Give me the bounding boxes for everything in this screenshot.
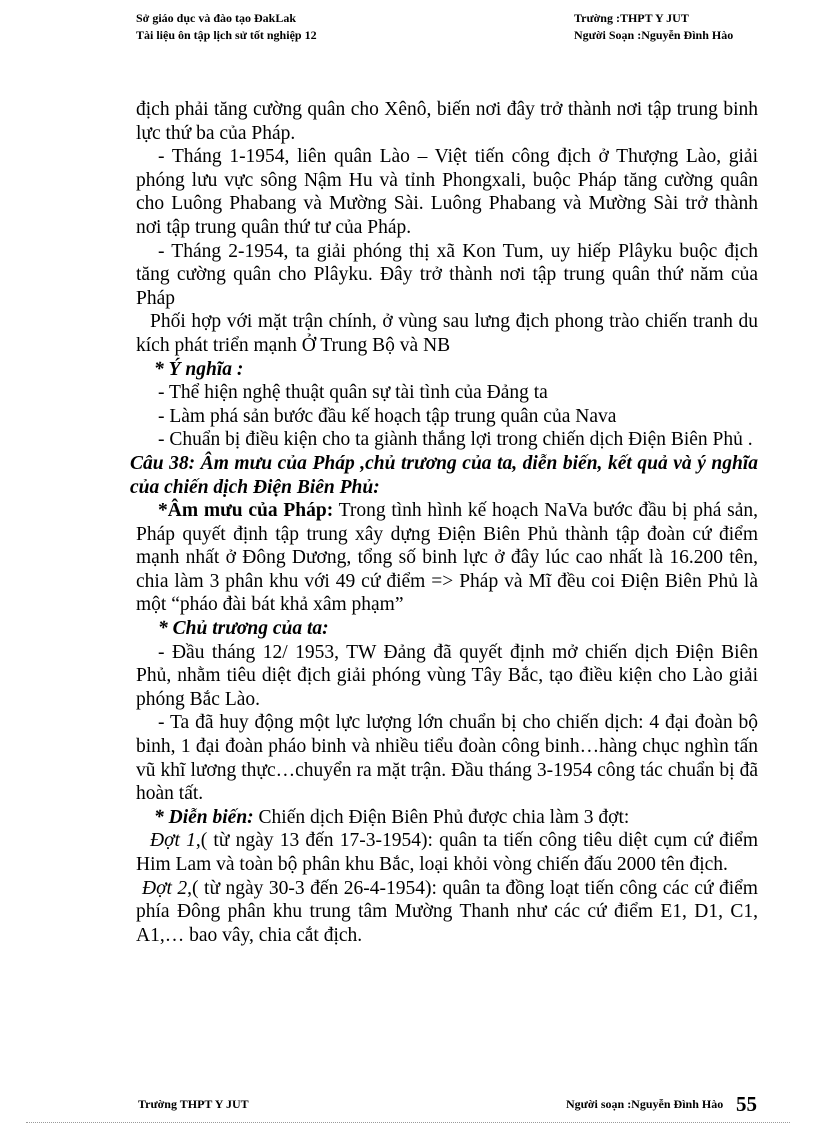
paragraph: - Ta đã huy động một lực lượng lớn chuẩn bị cho chiến dịch: 4 đại đoàn bộ binh, 1 đại đoàn pháo binh và nhiều tiểu đoàn công binh…hàng chục nghìn tấn vũ khĩ lương thực…chuyển ra mặt trận. Đầu tháng 3-1954 công tác chuẩn bị đã hoàn tất. [136,712,758,805]
header-right [574,10,733,44]
paragraph-dien-bien [136,806,758,830]
header-left [136,10,317,44]
paragraph: - Đầu tháng 12/ 1953, TW Đảng đã quyết định mở chiến dịch Điện Biên Phủ, nhằm tiêu diệt địch giải phóng vùng Tây Bắc, tạo điều kiện cho Lào giải phóng Bắc Lào. [136,641,758,710]
paragraph: - Tháng 2-1954, ta giải phóng thị xã Kon Tum, uy hiếp Plâyku buộc địch tăng cường quân cho Plâyku. Đây trở thành nơi tập trung quân thứ năm của Pháp [136,240,758,309]
list-item: - Chuẩn bị điều kiện cho ta giành thắng lợi trong chiến dịch Điện Biên Phủ . [158,429,753,451]
paragraph-am-muu [136,499,758,617]
header-department: Sở giáo dục và đào tạo ĐakLak [136,11,297,25]
dot1-text: ,( từ ngày 13 đến 17-3-1954): quân ta tiến công tiêu diệt cụm cứ điểm Him Lam và toàn bộ phân khu Bắc, loại khỏi vòng chiến đấu 2000 tên địch. [136,830,758,875]
body-text [130,98,758,947]
footer-author: Người soạn :Nguyễn Đình Hào [566,1097,724,1111]
am-muu-text: Trong tình hình kế hoạch NaVa bước đầu bị phá sản, Pháp quyết định tập trung xây dựng Điện Biên Phủ thành tập đoàn cứ điểm mạnh nhất ở Đông Dương, tổng số binh lực ở đây lúc cao nhất là 16.200 tên, chia làm 3 phân khu với 49 cứ điểm => Pháp và Mĩ đều coi Điện Biên Phủ là một “pháo đài bát khả xâm phạm” [136,500,758,616]
dot1-label: Đợt 1 [150,830,196,852]
list-item: - Thể hiện nghệ thuật quân sự tài tình của Đảng ta [158,382,548,404]
dien-bien-text: Chiến dịch Điện Biên Phủ được chia làm 3 đợt: [253,806,630,828]
paragraph-dot-1 [136,829,758,876]
paragraph: Phối hợp với mặt trận chính, ở vùng sau lưng địch phong trào chiến tranh du kích phát triển mạnh Ở Trung Bộ và NB [136,311,758,356]
header-author: Người Soạn :Nguyễn Đình Hào [574,28,734,42]
section-heading-chu-truong: * Chủ trương của ta: [158,618,329,640]
am-muu-label: *Âm mưu của Pháp: [158,500,334,522]
paragraph-dot-2 [136,877,758,948]
section-heading-y-nghia: * Ý nghĩa : [154,358,244,380]
dot2-label: Đợt 2 [142,877,188,899]
dien-bien-label: * Diễn biến: [154,806,254,828]
header-doc-title: Tài liệu ôn tập lịch sử tốt nghiệp 12 [136,28,317,42]
footer-school: Trường THPT Y JUT [138,1097,249,1111]
list-item: - Làm phá sản bước đầu kế hoạch tập trung quân của Nava [158,405,617,427]
paragraph: - Tháng 1-1954, liên quân Lào – Việt tiến công địch ở Thượng Lào, giải phóng lưu vực sông Nậm Hu và tỉnh Phongxali, buộc Pháp tăng cường quân cho Luông Phabang và Mường Sài. Luông Phabang và Mường Sài trở thành nơi tập trung quân thứ tư của Pháp. [136,146,758,238]
header-school: Trường :THPT Y JUT [574,11,689,25]
page-number: 55 [736,1092,757,1116]
paragraph: địch phải tăng cường quân cho Xênô, biến nơi đây trở thành nơi tập trung binh lực thứ ba của Pháp. [136,99,758,144]
dot2-text: ,( từ ngày 30-3 đến 26-4-1954): quân ta đồng loạt tiến công các cứ điểm phía Đông phân khu trung tâm Mường Thanh như các cứ điểm E1, D1, C1, A1,… bao vây, chia cắt địch. [136,877,758,946]
question-heading: Câu 38: Âm mưu của Pháp ,chủ trương của ta, diễn biến, kết quả và ý nghĩa của chiến dịch Điện Biên Phủ: [130,452,758,498]
